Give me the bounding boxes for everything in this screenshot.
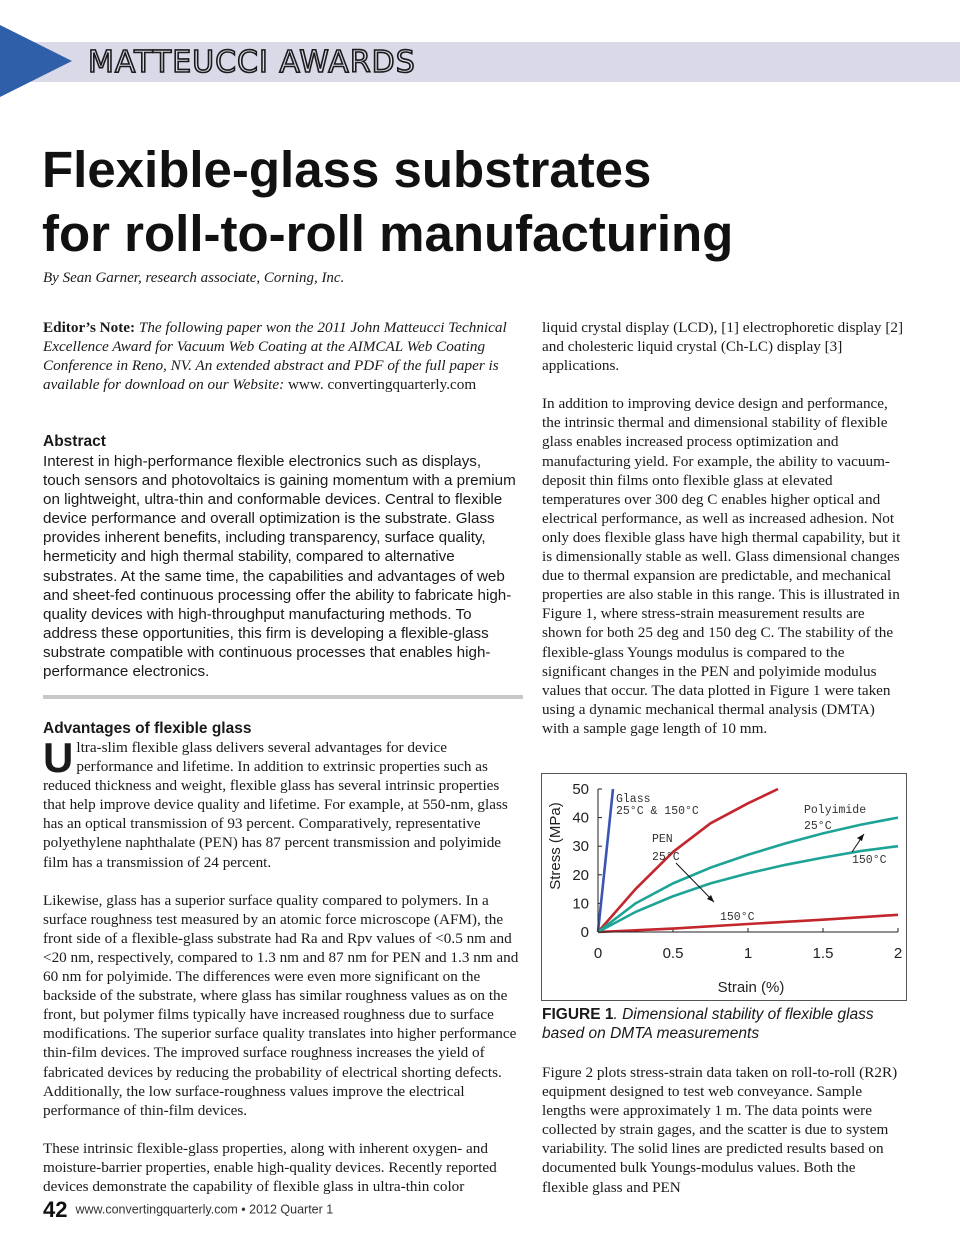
glass-temp-label: 25°C & 150°C: [616, 805, 699, 818]
pen-label: PEN: [652, 833, 673, 846]
y-tick-label: 20: [572, 866, 589, 884]
drop-cap: U: [43, 734, 74, 781]
stress-strain-chart: [542, 774, 906, 1000]
y-axis-label: Stress (MPa): [547, 802, 564, 890]
advantages-paragraph-3: These intrinsic flexible-glass properties, along with inherent oxygen- and moisture-barrier properties, enable high-quality devices. Recently reported devices demonstrate the capability of flexible glass in ultra-thin color: [43, 1139, 497, 1195]
figure-caption: [542, 1005, 902, 1043]
x-tick-label: 0: [593, 945, 603, 962]
y-tick-label: 10: [572, 895, 589, 913]
glass-label: Glass: [616, 793, 651, 806]
figure-1: [541, 773, 907, 1001]
polyimide-temp-label: 25°C: [804, 820, 832, 833]
advantages-heading: Advantages of flexible glass: [43, 720, 252, 737]
polyimide-150-label: 150°C: [852, 854, 887, 867]
advantages-paragraph-1-text: ltra-slim flexible glass delivers several advantages for device performance and lifetime. In addition to extrinsic properties such as reduced thickness and weight, flexible glass has several intrinsic properties that help improve device quality and lifetime. For example, at 550-nm, glass has an optical transmission of 93 percent. Comparatively, representative polyethylene naphthalate (PEN) has 87 percent transmission and polyimide film has a transmission of 24 percent.: [43, 739, 508, 871]
pen-temp-label: 25°C: [652, 851, 680, 864]
page-footer: [43, 1197, 333, 1223]
banner-triangle-icon: [0, 25, 72, 97]
article-title: [42, 138, 733, 266]
y-tick-label: 40: [572, 809, 589, 827]
pen-150-label: 150°C: [720, 911, 755, 924]
polyimide-label: Polyimide: [804, 804, 867, 817]
x-tick-label: 2: [893, 945, 903, 962]
section-title: MATTEUCCI AWARDS: [88, 45, 416, 80]
advantages-section: [43, 720, 521, 1196]
article-title-line2: for roll-to-roll manufacturing: [42, 205, 734, 262]
right-paragraph-2: In addition to improving device design and performance, the intrinsic thermal and dimensional stability of flexible glass enables increased process optimization and manufacturing yield. For example, the ability to vacuum-deposit thin films onto flexible glass at elevated temperatures over 300 deg C enables higher optical and electrical performance, as well as increased adhesion. Not only does flexible glass have high thermal capability, but it is dimensionally stable as well. Glass dimensional changes due to thermal expansion are predictable, and mechanical properties are also stable in this range. This is illustrated in Figure 1, where stress-strain measurement results are shown for both 25 deg and 150 deg C. The stability of the flexible-glass Youngs modulus is compared to the significant changes in the PEN and polyimide modulus values that occur. The data plotted in Figure 1 were taken using a dynamic mechanical thermal analysis (DMTA) with a sample gage length of 10 mm.: [542, 395, 901, 737]
advantages-paragraph-1: [43, 734, 521, 872]
right-paragraph-1: liquid crystal display (LCD), [1] electrophoretic display [2] and cholesteric liquid crystal (Ch-LC) display [3] applications.: [542, 319, 904, 375]
editors-note-url: www. convertingquarterly.com: [287, 376, 477, 394]
y-tick-label: 30: [572, 838, 589, 856]
byline: By Sean Garner, research associate, Corning, Inc.: [43, 270, 345, 286]
right-column-lower: [542, 1063, 904, 1197]
x-tick-label: 0.5: [662, 945, 684, 962]
x-tick-label: 1.5: [812, 945, 834, 962]
abstract-body: Interest in high-performance flexible electronics such as displays, touch sensors and photovoltaics is gaining momentum with a premium on lightweight, ultra-thin and conformable devices. Central to flexible device performance and overall optimization is the substrate. Glass provides inherent benefits, including transparency, surface quality, hermeticity and high thermal stability, compared to alternative substrates. At the same time, the capabilities and advantages of web and sheet-fed continuous processing offer the ability to fabricate high-quality devices with high-throughput manufacturing methods. To address these opportunities, this firm is developing a flexible-glass substrate compatible with continuous processes that enables high-performance electronics.: [43, 453, 516, 681]
right-column-text: [542, 318, 904, 738]
abstract-section: [43, 433, 521, 681]
y-tick-label: 0: [580, 924, 589, 941]
y-tick-label: 50: [572, 781, 589, 798]
x-axis-label: Strain (%): [717, 979, 785, 996]
footer-text: www.convertingquarterly.com • 2012 Quarter 1: [75, 1202, 334, 1217]
editors-note-text: The following paper won the 2011 John Matteucci Technical Excellence Award for Vacuum Web Coating at the AIMCAL Web Coating Conference in Reno, NV. An extended abstract and PDF of the full paper is available for download on our Website:: [43, 319, 507, 394]
advantages-paragraph-2: Likewise, glass has a superior surface quality compared to polymers. In a surface roughness test measured by an atomic force microscope (AFM), the front side of a flexible-glass substrate had Ra and Rpv values of <0.5 nm and <20 nm, respectively, compared to 1.3 nm and 87 nm for PEN and 1.3 nm and 60 nm for polyimide. The differences were even more significant on the backside of the substrate, where glass has similar roughness values as on the front, but polymer films typically have increased roughness due to surface modifications. The superior surface quality translates into higher performance thin-film devices. The improved surface roughness increases the yield of fabricated devices by reducing the probability of electrical shorting defects. Additionally, the low surface-roughness values improve the electrical performance of thin-film devices.: [43, 891, 519, 1119]
right-paragraph-3: Figure 2 plots stress-strain data taken on roll-to-roll (R2R) equipment designed to test web conveyance. Sample lengths were approximately 1 m. The data points were collected by strain gages, and the scatter is due to system variability. The solid lines are predicted results based on documented bulk Youngs-modulus values. Both the flexible glass and PEN: [542, 1064, 898, 1196]
abstract-heading: Abstract: [43, 433, 106, 450]
section-divider: [43, 695, 523, 699]
figure-caption-text: . Dimensional stability of flexible glass based on DMTA measurements: [542, 1006, 874, 1042]
polyimide-arrowhead-icon: [857, 834, 864, 841]
figure-label: FIGURE 1: [542, 1006, 614, 1023]
editors-note-label: Editor’s Note:: [43, 319, 136, 336]
editors-note: [43, 318, 521, 394]
x-tick-label: 1: [743, 945, 753, 962]
page-number: 42: [43, 1197, 68, 1222]
article-title-line1: Flexible-glass substrates: [42, 141, 652, 198]
series-line-1: [598, 789, 613, 932]
